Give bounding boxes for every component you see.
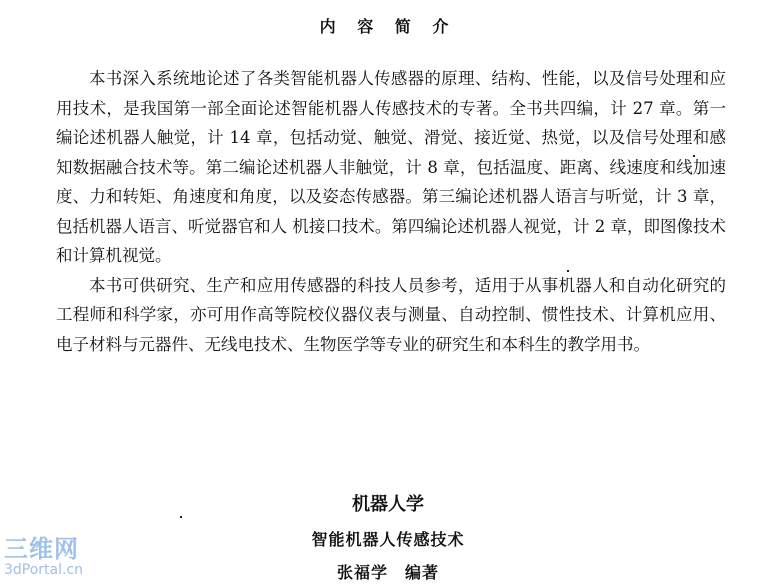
watermark-logo: 三维网: [4, 535, 79, 563]
synopsis-paragraph-2: 本书可供研究、生产和应用传感器的科技人员参考，适用于从事机器人和自动化研究的工程师和科学家，亦可用作高等院校仪器仪表与测量、自动控制、惯性技术、计算机应用、电子材料与元器件、无线电技术、生物医学等专业的研究生和本科生的教学用书。: [56, 275, 726, 354]
book-subtitle: 智能机器人传感技术: [311, 530, 465, 549]
synopsis-paragraph-1: 本书深入系统地论述了各类智能机器人传感器的原理、结构、性能，以及信号处理和应用技术，是我国第一部全面论述智能机器人传感技术的专著。全书共四编，计 27 章。第一编论述机器人触觉，计 14 章，包括动觉、触觉、滑觉、接近觉、热觉，以及信号处理和感知数据融合技术等。第二编论述机器人非触觉，计 8 章，包括温度、距离、线速度和线加速度、力和转矩、角速度和角度，以及姿态传感器。第三编论述机器人语言与听觉，计 3 章，包括机器人语言、听觉器官和人 机接口技术。第四编论述机器人视觉，计 2 章，即图像技术和计算机视觉。: [56, 69, 726, 265]
synopsis-body: [56, 64, 726, 359]
scan-speck: [180, 516, 182, 518]
watermark-domain: 3dPortal.cn: [4, 562, 84, 578]
section-heading: 内 容 简 介: [319, 17, 457, 36]
scan-speck: [693, 155, 695, 157]
scan-speck: [567, 270, 569, 272]
book-title: 机器人学: [352, 494, 424, 515]
book-author: 张福学 编著: [336, 563, 439, 582]
site-watermark: [4, 536, 104, 582]
